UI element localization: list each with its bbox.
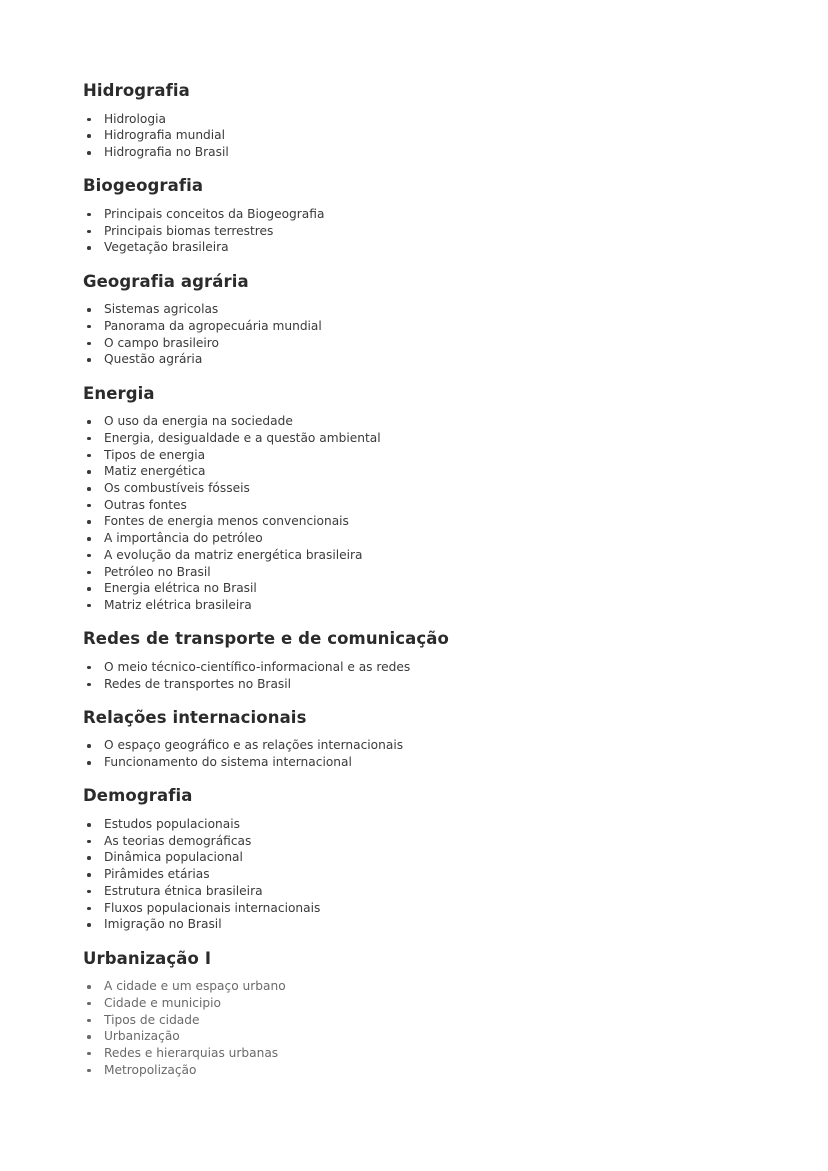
topic-list (83, 659, 763, 692)
list-item: Fluxos populacionais internacionais (83, 900, 763, 917)
topic-section (83, 81, 763, 161)
list-item: As teorias demográficas (83, 833, 763, 850)
list-item: Principais biomas terrestres (83, 223, 763, 240)
topic-section (83, 949, 763, 1079)
list-item: A cidade e um espaço urbano (83, 978, 763, 995)
topic-section (83, 708, 763, 771)
list-item: Questão agrária (83, 351, 763, 368)
topic-section (83, 384, 763, 614)
list-item: Principais conceitos da Biogeografia (83, 206, 763, 223)
list-item: Imigração no Brasil (83, 916, 763, 933)
list-item: Pirâmides etárias (83, 866, 763, 883)
list-item: A importância do petróleo (83, 530, 763, 547)
list-item: O uso da energia na sociedade (83, 413, 763, 430)
list-item: Metropolização (83, 1062, 763, 1079)
topic-list (83, 737, 763, 770)
list-item: Vegetação brasileira (83, 239, 763, 256)
section-heading: Urbanização I (83, 948, 212, 968)
list-item: Dinâmica populacional (83, 849, 763, 866)
topic-section (83, 176, 763, 256)
topic-list (83, 978, 763, 1078)
list-item: Redes e hierarquias urbanas (83, 1045, 763, 1062)
list-item: O espaço geográfico e as relações internacionais (83, 737, 763, 754)
list-item: Tipos de cidade (83, 1012, 763, 1029)
section-heading: Biogeografia (83, 176, 204, 196)
list-item: Estudos populacionais (83, 816, 763, 833)
section-heading: Redes de transporte e de comunicação (83, 629, 449, 649)
list-item: Matiz energética (83, 463, 763, 480)
list-item: Fontes de energia menos convencionais (83, 513, 763, 530)
section-heading: Demografia (83, 786, 193, 806)
list-item: Matriz elétrica brasileira (83, 597, 763, 614)
list-item: Hidrografia no Brasil (83, 144, 763, 161)
topic-section (83, 629, 763, 692)
topic-list (83, 816, 763, 933)
topic-list (83, 206, 763, 256)
topic-list (83, 301, 763, 368)
list-item: O campo brasileiro (83, 335, 763, 352)
list-item: Hidrografia mundial (83, 127, 763, 144)
list-item: A evolução da matriz energética brasileira (83, 547, 763, 564)
section-heading: Hidrografia (83, 81, 190, 100)
list-item: Panorama da agropecuária mundial (83, 318, 763, 335)
section-heading: Geografia agrária (83, 271, 249, 291)
list-item: Sistemas agricolas (83, 301, 763, 318)
list-item: Urbanização (83, 1028, 763, 1045)
list-item: Funcionamento do sistema internacional (83, 754, 763, 771)
document-body (83, 81, 763, 1094)
list-item: Cidade e municipio (83, 995, 763, 1012)
list-item: Energia, desigualdade e a questão ambiental (83, 430, 763, 447)
topic-list (83, 111, 763, 161)
list-item: Estrutura étnica brasileira (83, 883, 763, 900)
list-item: Petróleo no Brasil (83, 564, 763, 581)
list-item: Energia elétrica no Brasil (83, 580, 763, 597)
topic-list (83, 413, 763, 613)
list-item: Redes de transportes no Brasil (83, 676, 763, 693)
list-item: O meio técnico-científico-informacional e as redes (83, 659, 763, 676)
topic-section (83, 272, 763, 368)
list-item: Hidrologia (83, 111, 763, 128)
list-item: Outras fontes (83, 497, 763, 514)
section-heading: Energia (83, 383, 155, 403)
list-item: Tipos de energia (83, 447, 763, 464)
list-item: Os combustíveis fósseis (83, 480, 763, 497)
section-heading: Relações internacionais (83, 707, 307, 727)
topic-section (83, 786, 763, 933)
